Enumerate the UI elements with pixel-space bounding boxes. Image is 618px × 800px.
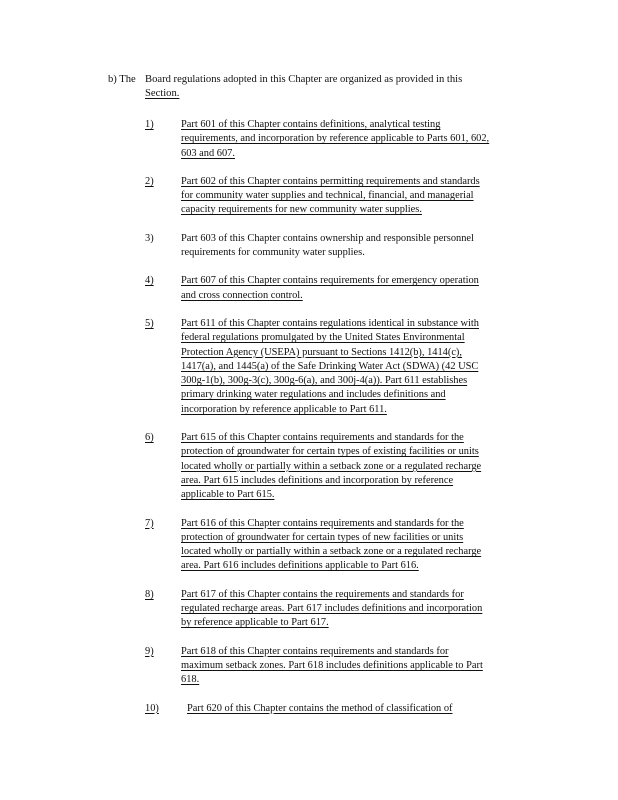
item-line <box>181 559 537 573</box>
item-body <box>181 645 537 688</box>
item-line-text: 300g-1(b), 300g-3(c), 300g-6(a), and 300j-4(a)). Part 611 establishes <box>181 375 468 387</box>
item-line <box>181 289 537 303</box>
item-line <box>181 445 537 459</box>
intro-second-line <box>145 87 508 101</box>
item-line-text: Protection Agency (USEPA) pursuant to Sections 1412(b), 1414(c), <box>181 346 462 358</box>
item-line <box>181 246 537 260</box>
item-number-text: 1) <box>145 119 154 130</box>
item-number <box>145 175 181 218</box>
item-line-text: applicable to Part 615. <box>181 489 275 501</box>
list-item <box>145 175 537 218</box>
intro-line-1: Board regulations adopted in this Chapter are organized as provided in this <box>145 74 463 85</box>
item-line-text: Part 615 of this Chapter contains requirements and standards for the <box>181 432 464 444</box>
item-line-text: Part 618 of this Chapter contains requirements and standards for <box>181 645 449 657</box>
item-line <box>181 360 537 374</box>
item-number <box>145 517 181 574</box>
item-line <box>181 388 537 402</box>
item-line-text: area. Part 615 includes definitions and incorporation by reference <box>181 474 454 486</box>
item-line-text: Part 603 of this Chapter contains ownership and responsible personnel <box>181 232 474 244</box>
list-item <box>145 517 537 574</box>
item-body <box>181 317 537 417</box>
section-b-intro <box>108 73 508 102</box>
item-line <box>181 545 537 559</box>
item-body <box>181 517 537 574</box>
item-line <box>181 331 537 345</box>
item-line-text: Part 601 of this Chapter contains definitions, analytical testing <box>181 119 441 130</box>
item-number-text: 3) <box>145 232 154 244</box>
item-line <box>187 702 537 716</box>
item-line <box>181 118 537 132</box>
item-line-text: Part 617 of this Chapter contains the requirements and standards for <box>181 588 464 600</box>
list-item <box>145 431 537 502</box>
item-line <box>181 460 537 474</box>
item-line-text: federal regulations promulgated by the United States Environmental <box>181 332 465 344</box>
item-line <box>181 203 537 217</box>
item-line-text: Part 611 of this Chapter contains regulations identical in substance with <box>181 317 479 329</box>
section-label: b) The <box>108 74 136 85</box>
item-number-text: 4) <box>145 275 154 287</box>
item-number <box>145 232 181 261</box>
item-line <box>181 431 537 445</box>
item-body <box>181 175 537 218</box>
item-line <box>181 189 537 203</box>
item-number-text: 8) <box>145 588 154 600</box>
item-number-text: 6) <box>145 432 154 444</box>
item-line-text: 603 and 607. <box>181 147 235 159</box>
item-number <box>145 645 181 688</box>
intro-first-line <box>108 73 508 87</box>
item-line-text: area. Part 616 includes definitions applicable to Part 616. <box>181 560 419 572</box>
item-body <box>181 274 537 303</box>
item-line-text: protection of groundwater for certain types of new facilities or units <box>181 531 464 543</box>
item-line-text: capacity requirements for new community water supplies. <box>181 204 422 216</box>
item-line-text: for community water supplies and technical, financial, and managerial <box>181 190 474 202</box>
list-item <box>145 588 537 631</box>
item-line-text: located wholly or partially within a setback zone or a regulated recharge <box>181 460 482 472</box>
list-item <box>145 645 537 688</box>
item-line-text: and cross connection control. <box>181 289 303 301</box>
item-line <box>181 132 537 146</box>
item-number-text: 9) <box>145 645 154 657</box>
item-line <box>181 374 537 388</box>
item-number <box>145 588 181 631</box>
item-line-text: Part 607 of this Chapter contains requirements for emergency operation <box>181 275 479 287</box>
item-line <box>181 673 537 687</box>
item-line <box>181 274 537 288</box>
item-number-text: 7) <box>145 517 154 529</box>
item-number-text: 10) <box>145 702 159 714</box>
item-number <box>145 274 181 303</box>
item-line-text: Part 602 of this Chapter contains permitting requirements and standards <box>181 175 480 187</box>
item-body <box>181 232 537 261</box>
item-body <box>187 702 537 716</box>
intro-line-2: Section. <box>145 88 180 100</box>
item-line <box>181 531 537 545</box>
list-item <box>145 274 537 303</box>
subsection-list <box>145 118 537 730</box>
item-line <box>181 517 537 531</box>
list-item <box>145 317 537 417</box>
list-item <box>145 118 537 161</box>
item-line <box>181 616 537 630</box>
item-line-text: 1417(a), and 1445(a) of the Safe Drinking Water Act (SDWA) (42 USC <box>181 360 479 372</box>
item-line-text: located wholly or partially within a setback zone or a regulated recharge <box>181 546 482 558</box>
item-line-text: Part 620 of this Chapter contains the method of classification of <box>187 702 453 714</box>
item-line <box>181 317 537 331</box>
item-number-text: 5) <box>145 317 154 329</box>
item-body <box>181 588 537 631</box>
item-body <box>181 431 537 502</box>
item-line <box>181 602 537 616</box>
list-item <box>145 232 537 261</box>
item-line <box>181 588 537 602</box>
item-line <box>181 474 537 488</box>
item-line <box>181 659 537 673</box>
item-line-text: maximum setback zones. Part 618 includes definitions applicable to Part <box>181 659 483 671</box>
item-number <box>145 702 187 716</box>
item-number <box>145 317 181 417</box>
item-line <box>181 147 537 161</box>
item-number <box>145 431 181 502</box>
list-item <box>145 702 537 716</box>
item-line <box>181 645 537 659</box>
item-line-text: requirements, and incorporation by reference applicable to Parts 601, 602, <box>181 133 490 145</box>
item-line-text: by reference applicable to Part 617. <box>181 617 329 629</box>
item-line-text: requirements for community water supplies. <box>181 247 365 259</box>
item-line <box>181 346 537 360</box>
item-line <box>181 403 537 417</box>
item-line <box>181 488 537 502</box>
item-line <box>181 232 537 246</box>
item-line-text: primary drinking water regulations and includes definitions and <box>181 389 446 401</box>
item-line-text: 618. <box>181 674 200 686</box>
item-line <box>181 175 537 189</box>
item-line-text: Part 616 of this Chapter contains requirements and standards for the <box>181 517 464 529</box>
item-line-text: incorporation by reference applicable to Part 611. <box>181 403 387 415</box>
item-number-text: 2) <box>145 175 154 187</box>
item-line-text: regulated recharge areas. Part 617 includes definitions and incorporation <box>181 603 483 615</box>
item-number <box>145 118 181 161</box>
item-body <box>181 118 537 161</box>
item-line-text: protection of groundwater for certain types of existing facilities or units <box>181 446 479 458</box>
